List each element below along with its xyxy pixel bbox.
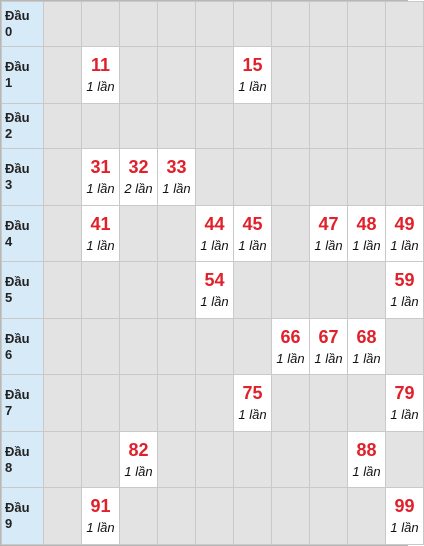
empty-cell [348, 149, 386, 206]
empty-cell [82, 375, 120, 432]
empty-cell [158, 375, 196, 432]
grid-row-9 [2, 488, 424, 545]
empty-cell [158, 431, 196, 488]
row-head-label [2, 2, 44, 47]
occurrence-count: 1 lần [390, 237, 419, 253]
empty-cell [82, 103, 120, 148]
empty-cell [158, 488, 196, 545]
number-value: 59 [394, 270, 415, 291]
number-value: 11 [90, 55, 111, 76]
empty-cell [234, 488, 272, 545]
empty-cell [158, 262, 196, 319]
empty-cell [310, 103, 348, 148]
head-grid [1, 1, 424, 545]
grid-row-6 [2, 318, 424, 375]
empty-cell [196, 431, 234, 488]
row-head-label [2, 103, 44, 148]
number-value: 45 [242, 213, 263, 234]
empty-cell [386, 149, 424, 206]
empty-cell [44, 375, 82, 432]
number-value: 32 [128, 157, 149, 178]
row-head-label [2, 375, 44, 432]
number-value: 66 [280, 326, 301, 347]
number-value: 47 [318, 213, 339, 234]
empty-cell [44, 47, 82, 104]
empty-cell [44, 2, 82, 47]
empty-cell [310, 488, 348, 545]
number-cell [234, 205, 272, 262]
occurrence-count: 2 lần [124, 181, 153, 197]
occurrence-count: 1 lần [124, 463, 153, 479]
empty-cell [44, 318, 82, 375]
grid-body [2, 2, 424, 545]
empty-cell [310, 431, 348, 488]
row-head-prefix: Đầu [5, 274, 30, 290]
empty-cell [310, 262, 348, 319]
empty-cell [234, 2, 272, 47]
empty-cell [44, 205, 82, 262]
empty-cell [272, 149, 310, 206]
empty-cell [44, 262, 82, 319]
empty-cell [44, 149, 82, 206]
number-cell [234, 375, 272, 432]
row-head-prefix: Đầu [5, 500, 30, 516]
empty-cell [196, 149, 234, 206]
number-cell [272, 318, 310, 375]
empty-cell [386, 318, 424, 375]
number-cell [386, 488, 424, 545]
occurrence-count: 1 lần [238, 79, 267, 95]
empty-cell [196, 47, 234, 104]
empty-cell [234, 318, 272, 375]
number-value: 82 [128, 439, 149, 460]
row-head-digit: 0 [5, 24, 13, 40]
empty-cell [272, 2, 310, 47]
number-value: 68 [356, 326, 377, 347]
occurrence-count: 1 lần [276, 350, 305, 366]
empty-cell [348, 103, 386, 148]
empty-cell [120, 205, 158, 262]
occurrence-count: 1 lần [200, 294, 229, 310]
number-cell [82, 47, 120, 104]
number-cell [120, 149, 158, 206]
number-value: 41 [90, 213, 111, 234]
grid-row-8 [2, 431, 424, 488]
number-value: 48 [356, 213, 377, 234]
row-head-digit: 9 [5, 516, 13, 532]
number-cell [196, 262, 234, 319]
number-cell [386, 262, 424, 319]
row-head-prefix: Đầu [5, 330, 30, 346]
occurrence-count: 1 lần [314, 237, 343, 253]
empty-cell [272, 205, 310, 262]
empty-cell [386, 431, 424, 488]
empty-cell [272, 47, 310, 104]
empty-cell [234, 103, 272, 148]
number-value: 75 [242, 383, 263, 404]
empty-cell [234, 431, 272, 488]
number-cell [348, 431, 386, 488]
empty-cell [120, 262, 158, 319]
occurrence-count: 1 lần [352, 237, 381, 253]
grid-row-3 [2, 149, 424, 206]
number-value: 88 [356, 439, 377, 460]
number-value: 33 [166, 157, 187, 178]
grid-row-1 [2, 47, 424, 104]
number-cell [158, 149, 196, 206]
empty-cell [196, 318, 234, 375]
number-value: 79 [394, 383, 415, 404]
row-head-label [2, 431, 44, 488]
empty-cell [196, 103, 234, 148]
row-head-label [2, 149, 44, 206]
number-cell [120, 431, 158, 488]
grid-row-2 [2, 103, 424, 148]
occurrence-count: 1 lần [86, 237, 115, 253]
number-cell [82, 488, 120, 545]
number-value: 91 [90, 496, 111, 517]
grid-row-4 [2, 205, 424, 262]
empty-cell [120, 2, 158, 47]
empty-cell [272, 103, 310, 148]
occurrence-count: 1 lần [162, 181, 191, 197]
occurrence-count: 1 lần [314, 350, 343, 366]
occurrence-count: 1 lần [86, 181, 115, 197]
number-cell [348, 205, 386, 262]
empty-cell [44, 103, 82, 148]
row-head-digit: 4 [5, 233, 13, 249]
empty-cell [272, 262, 310, 319]
empty-cell [158, 47, 196, 104]
number-cell [386, 205, 424, 262]
number-cell [196, 205, 234, 262]
number-value: 44 [204, 213, 225, 234]
occurrence-count: 1 lần [238, 237, 267, 253]
row-head-prefix: Đầu [5, 217, 30, 233]
row-head-prefix: Đầu [5, 387, 30, 403]
grid-row-0 [2, 2, 424, 47]
empty-cell [272, 375, 310, 432]
row-head-label [2, 318, 44, 375]
empty-cell [386, 2, 424, 47]
row-head-digit: 6 [5, 346, 13, 362]
occurrence-count: 1 lần [238, 407, 267, 423]
empty-cell [120, 318, 158, 375]
row-head-digit: 3 [5, 177, 13, 193]
empty-cell [158, 103, 196, 148]
empty-cell [310, 149, 348, 206]
row-head-digit: 2 [5, 126, 13, 142]
number-value: 54 [204, 270, 225, 291]
number-value: 67 [318, 326, 339, 347]
number-cell [82, 205, 120, 262]
occurrence-count: 1 lần [352, 463, 381, 479]
empty-cell [82, 318, 120, 375]
empty-cell [44, 431, 82, 488]
empty-cell [234, 262, 272, 319]
empty-cell [44, 488, 82, 545]
empty-cell [82, 431, 120, 488]
row-head-prefix: Đầu [5, 8, 30, 24]
row-head-digit: 7 [5, 403, 13, 419]
occurrence-count: 1 lần [390, 407, 419, 423]
empty-cell [348, 375, 386, 432]
empty-cell [158, 205, 196, 262]
empty-cell [158, 318, 196, 375]
occurrence-count: 1 lần [352, 350, 381, 366]
number-cell [348, 318, 386, 375]
empty-cell [196, 375, 234, 432]
grid-row-7 [2, 375, 424, 432]
row-head-label [2, 488, 44, 545]
number-cell [234, 47, 272, 104]
occurrence-count: 1 lần [200, 237, 229, 253]
empty-cell [348, 488, 386, 545]
number-cell [82, 149, 120, 206]
empty-cell [310, 375, 348, 432]
empty-cell [120, 103, 158, 148]
empty-cell [120, 488, 158, 545]
empty-cell [196, 488, 234, 545]
row-head-prefix: Đầu [5, 443, 30, 459]
occurrence-count: 1 lần [390, 520, 419, 536]
number-value: 49 [394, 213, 415, 234]
occurrence-count: 1 lần [86, 520, 115, 536]
empty-cell [348, 2, 386, 47]
row-head-label [2, 47, 44, 104]
empty-cell [348, 262, 386, 319]
empty-cell [120, 47, 158, 104]
row-head-prefix: Đầu [5, 59, 30, 75]
number-cell [310, 205, 348, 262]
number-value: 15 [242, 55, 263, 76]
empty-cell [82, 2, 120, 47]
row-head-digit: 5 [5, 290, 13, 306]
grid-row-5 [2, 262, 424, 319]
row-head-prefix: Đầu [5, 110, 30, 126]
number-cell [310, 318, 348, 375]
row-head-label [2, 262, 44, 319]
row-head-prefix: Đầu [5, 161, 30, 177]
number-value: 99 [394, 496, 415, 517]
empty-cell [120, 375, 158, 432]
empty-cell [386, 103, 424, 148]
empty-cell [234, 149, 272, 206]
occurrence-count: 1 lần [390, 294, 419, 310]
empty-cell [82, 262, 120, 319]
number-value: 31 [90, 157, 111, 178]
empty-cell [272, 488, 310, 545]
row-head-digit: 1 [5, 75, 13, 91]
empty-cell [272, 431, 310, 488]
empty-cell [196, 2, 234, 47]
empty-cell [386, 47, 424, 104]
empty-cell [158, 2, 196, 47]
number-cell [386, 375, 424, 432]
empty-cell [310, 2, 348, 47]
row-head-label [2, 205, 44, 262]
row-head-digit: 8 [5, 459, 13, 475]
occurrence-count: 1 lần [86, 79, 115, 95]
empty-cell [310, 47, 348, 104]
empty-cell [348, 47, 386, 104]
